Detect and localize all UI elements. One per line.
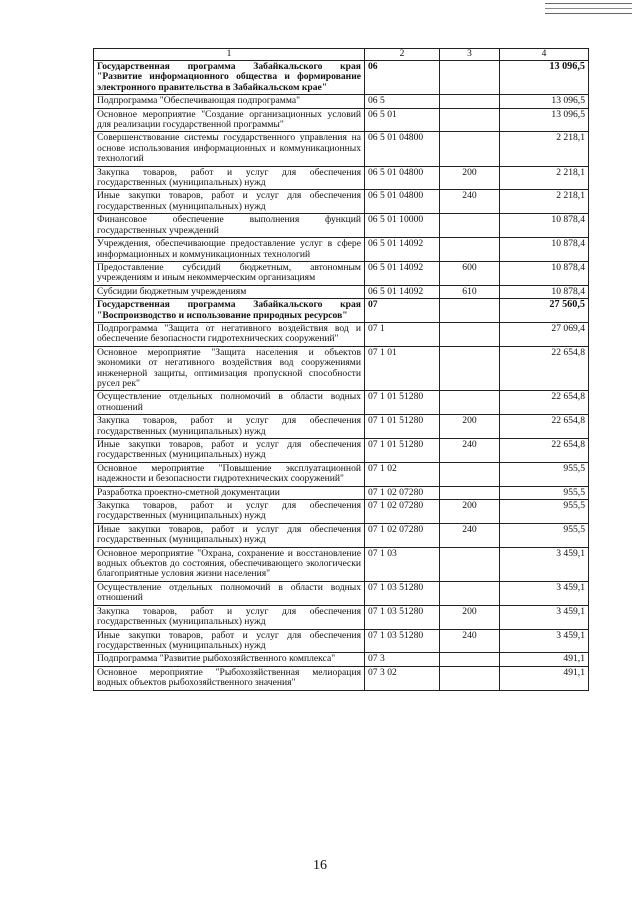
table-row xyxy=(94,605,589,629)
row-name-cell: Совершенствование системы государственного управления на основе использования информационных и коммуникационных технологий xyxy=(94,132,365,166)
row-code-cell: 06 5 01 04800 xyxy=(365,166,440,190)
row-code-cell: 07 1 02 07280 xyxy=(365,523,440,547)
row-type-cell xyxy=(440,462,500,486)
row-code-cell: 06 5 01 10000 xyxy=(365,214,440,238)
row-type-cell: 610 xyxy=(440,285,500,298)
row-amount-cell: 22 654,8 xyxy=(500,391,589,415)
table-row xyxy=(94,666,589,690)
row-code-cell: 07 1 02 07280 xyxy=(365,486,440,499)
row-name-cell: Учреждения, обеспечивающие предоставление услуг в сфере информационных и коммуникационных технологий xyxy=(94,238,365,262)
row-code-cell: 07 3 02 xyxy=(365,666,440,690)
row-name-cell: Субсидии бюджетным учреждениям xyxy=(94,285,365,298)
table-row xyxy=(94,462,589,486)
row-code-cell: 06 5 01 14092 xyxy=(365,285,440,298)
column-header-3: 3 xyxy=(440,49,500,61)
row-name-cell: Государственная программа Забайкальского края "Развитие информационного общества и формирование электронного правительства в Забайкальском крае" xyxy=(94,61,365,95)
row-amount-cell: 27 560,5 xyxy=(500,299,589,323)
row-code-cell: 07 1 03 51280 xyxy=(365,629,440,653)
row-code-cell: 06 5 xyxy=(365,95,440,108)
row-code-cell: 07 1 03 xyxy=(365,547,440,581)
table-row xyxy=(94,415,589,439)
row-type-cell xyxy=(440,547,500,581)
row-name-cell: Разработка проектно-сметной документации xyxy=(94,486,365,499)
row-name-cell: Основное мероприятие "Защита населения и объектов экономики от негативного воздействия вод сооружениями инженерной защиты, оптимизация пропускной способности русел рек" xyxy=(94,346,365,391)
row-type-cell xyxy=(440,666,500,690)
row-name-cell: Закупка товаров, работ и услуг для обеспечения государственных (муниципальных) нужд xyxy=(94,500,365,524)
row-type-cell xyxy=(440,391,500,415)
column-header-2: 2 xyxy=(365,49,440,61)
row-code-cell: 07 1 02 07280 xyxy=(365,500,440,524)
row-amount-cell: 13 096,5 xyxy=(500,95,589,108)
row-name-cell: Финансовое обеспечение выполнения функций государственных учреждений xyxy=(94,214,365,238)
row-amount-cell: 3 459,1 xyxy=(500,629,589,653)
table-row xyxy=(94,299,589,323)
row-code-cell: 07 1 01 51280 xyxy=(365,439,440,463)
row-type-cell xyxy=(440,581,500,605)
row-amount-cell: 22 654,8 xyxy=(500,415,589,439)
table-row xyxy=(94,61,589,95)
table-row xyxy=(94,346,589,391)
row-amount-cell: 955,5 xyxy=(500,462,589,486)
row-name-cell: Иные закупки товаров, работ и услуг для обеспечения государственных (муниципальных) нужд xyxy=(94,629,365,653)
row-type-cell: 240 xyxy=(440,629,500,653)
row-name-cell: Основное мероприятие "Охрана, сохранение и восстановление водных объектов до состояния, обеспечивающего экологически благоприятные условия жизни населения" xyxy=(94,547,365,581)
row-type-cell xyxy=(440,95,500,108)
table-header-row xyxy=(94,49,589,61)
row-name-cell: Подпрограмма "Обеспечивающая подпрограмма" xyxy=(94,95,365,108)
table-row xyxy=(94,653,589,666)
row-type-cell xyxy=(440,61,500,95)
table-row xyxy=(94,322,589,346)
row-amount-cell: 13 096,5 xyxy=(500,108,589,132)
row-amount-cell: 491,1 xyxy=(500,653,589,666)
row-name-cell: Государственная программа Забайкальского края "Воспроизводство и использование природных ресурсов" xyxy=(94,299,365,323)
row-type-cell xyxy=(440,299,500,323)
table-row xyxy=(94,132,589,166)
row-code-cell: 07 xyxy=(365,299,440,323)
row-code-cell: 07 1 03 51280 xyxy=(365,605,440,629)
row-name-cell: Закупка товаров, работ и услуг для обеспечения государственных (муниципальных) нужд xyxy=(94,605,365,629)
row-amount-cell: 955,5 xyxy=(500,500,589,524)
row-code-cell: 07 1 xyxy=(365,322,440,346)
table-row xyxy=(94,439,589,463)
row-amount-cell: 955,5 xyxy=(500,486,589,499)
row-code-cell: 07 1 03 51280 xyxy=(365,581,440,605)
row-code-cell: 07 1 02 xyxy=(365,462,440,486)
row-amount-cell: 10 878,4 xyxy=(500,261,589,285)
row-type-cell xyxy=(440,486,500,499)
row-amount-cell: 2 218,1 xyxy=(500,190,589,214)
row-amount-cell: 955,5 xyxy=(500,523,589,547)
row-amount-cell: 3 459,1 xyxy=(500,605,589,629)
row-code-cell: 07 1 01 xyxy=(365,346,440,391)
table-row xyxy=(94,190,589,214)
table-row xyxy=(94,391,589,415)
row-name-cell: Иные закупки товаров, работ и услуг для обеспечения государственных (муниципальных) нужд xyxy=(94,523,365,547)
row-name-cell: Закупка товаров, работ и услуг для обеспечения государственных (муниципальных) нужд xyxy=(94,166,365,190)
table-row xyxy=(94,238,589,262)
row-name-cell: Подпрограмма "Защита от негативного воздействия вод и обеспечение безопасности гидротехнических сооружений" xyxy=(94,322,365,346)
column-header-1: 1 xyxy=(94,49,365,61)
row-name-cell: Иные закупки товаров, работ и услуг для обеспечения государственных (муниципальных) нужд xyxy=(94,439,365,463)
column-header-4: 4 xyxy=(500,49,589,61)
table-row xyxy=(94,166,589,190)
row-type-cell xyxy=(440,132,500,166)
row-name-cell: Осуществление отдельных полномочий в области водных отношений xyxy=(94,391,365,415)
row-name-cell: Основное мероприятие "Повышение эксплуатационной надежности и безопасности гидротехнических сооружений" xyxy=(94,462,365,486)
row-type-cell: 200 xyxy=(440,605,500,629)
table-row xyxy=(94,523,589,547)
row-code-cell: 07 3 xyxy=(365,653,440,666)
row-type-cell xyxy=(440,238,500,262)
table-row xyxy=(94,285,589,298)
row-amount-cell: 10 878,4 xyxy=(500,214,589,238)
row-amount-cell: 13 096,5 xyxy=(500,61,589,95)
row-amount-cell: 3 459,1 xyxy=(500,547,589,581)
row-code-cell: 07 1 01 51280 xyxy=(365,415,440,439)
row-name-cell: Подпрограмма "Развитие рыбохозяйственного комплекса" xyxy=(94,653,365,666)
row-type-cell: 240 xyxy=(440,523,500,547)
table-row xyxy=(94,547,589,581)
row-code-cell: 07 1 01 51280 xyxy=(365,391,440,415)
row-type-cell: 200 xyxy=(440,415,500,439)
table-body xyxy=(94,49,589,691)
table-row xyxy=(94,581,589,605)
row-name-cell: Основное мероприятие "Создание организационных условий для реализации государственной программы" xyxy=(94,108,365,132)
corner-mark xyxy=(545,3,632,14)
row-type-cell: 240 xyxy=(440,190,500,214)
row-code-cell: 06 5 01 xyxy=(365,108,440,132)
row-name-cell: Осуществление отдельных полномочий в области водных отношений xyxy=(94,581,365,605)
row-amount-cell: 27 069,4 xyxy=(500,322,589,346)
row-amount-cell: 491,1 xyxy=(500,666,589,690)
row-amount-cell: 10 878,4 xyxy=(500,285,589,298)
row-code-cell: 06 5 01 04800 xyxy=(365,190,440,214)
row-code-cell: 06 5 01 04800 xyxy=(365,132,440,166)
row-type-cell: 600 xyxy=(440,261,500,285)
row-type-cell: 200 xyxy=(440,166,500,190)
table-row xyxy=(94,486,589,499)
table-row xyxy=(94,629,589,653)
row-name-cell: Иные закупки товаров, работ и услуг для обеспечения государственных (муниципальных) нужд xyxy=(94,190,365,214)
row-type-cell xyxy=(440,346,500,391)
row-code-cell: 06 5 01 14092 xyxy=(365,261,440,285)
table-row xyxy=(94,108,589,132)
row-code-cell: 06 5 01 14092 xyxy=(365,238,440,262)
budget-table xyxy=(93,48,589,691)
table-row xyxy=(94,500,589,524)
row-code-cell: 06 xyxy=(365,61,440,95)
row-type-cell xyxy=(440,108,500,132)
row-name-cell: Закупка товаров, работ и услуг для обеспечения государственных (муниципальных) нужд xyxy=(94,415,365,439)
row-amount-cell: 22 654,8 xyxy=(500,439,589,463)
row-type-cell xyxy=(440,653,500,666)
row-name-cell: Основное мероприятие "Рыбохозяйственная мелиорация водных объектов рыбохозяйственного значения" xyxy=(94,666,365,690)
table-row xyxy=(94,214,589,238)
row-amount-cell: 2 218,1 xyxy=(500,132,589,166)
row-amount-cell: 2 218,1 xyxy=(500,166,589,190)
table-row xyxy=(94,95,589,108)
row-type-cell: 240 xyxy=(440,439,500,463)
row-amount-cell: 22 654,8 xyxy=(500,346,589,391)
page-number: 16 xyxy=(313,858,327,873)
row-name-cell: Предоставление субсидий бюджетным, автономным учреждениям и иным некоммерческим организациям xyxy=(94,261,365,285)
row-amount-cell: 3 459,1 xyxy=(500,581,589,605)
row-type-cell xyxy=(440,322,500,346)
row-type-cell: 200 xyxy=(440,500,500,524)
row-type-cell xyxy=(440,214,500,238)
table-row xyxy=(94,261,589,285)
row-amount-cell: 10 878,4 xyxy=(500,238,589,262)
